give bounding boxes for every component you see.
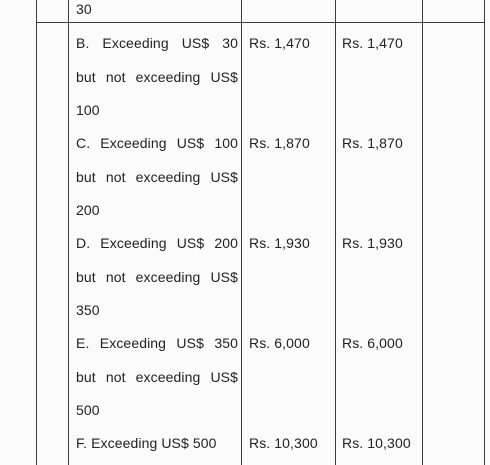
row-c-desc-line-2: but not exceeding US$ (76, 168, 238, 185)
table-border-left-outer (36, 0, 37, 465)
row-c-description (76, 127, 238, 228)
row-b-fee-b: Rs. 1,470 (342, 35, 403, 51)
row-b-desc-line-2: but not exceeding US$ (76, 68, 238, 85)
row-f-description (76, 427, 238, 461)
row-e-desc-line-3: 500 (76, 402, 100, 418)
row-d-fee-b: Rs. 1,930 (342, 235, 403, 251)
row-e-desc-line-2: but not exceeding US$ (76, 368, 238, 385)
row-b-desc-line-1: B. Exceeding US$ 30 (76, 35, 238, 51)
row-c-fee-b: Rs. 1,870 (342, 135, 403, 151)
column-divider-desc (241, 0, 242, 465)
row-f-desc-line-1: F. Exceeding US$ 500 (76, 435, 217, 451)
row-e-fee-b: Rs. 6,000 (342, 335, 403, 351)
column-divider-right (422, 0, 423, 465)
table-border-left-inner (68, 0, 69, 465)
row-c-fee-a: Rs. 1,870 (249, 135, 310, 151)
column-divider-fee (335, 0, 336, 465)
row-b-fee-a: Rs. 1,470 (249, 35, 310, 51)
row-b-description (76, 27, 238, 128)
row-0-description (76, 0, 238, 27)
row-f-fee-a: Rs. 10,300 (249, 435, 318, 451)
row-0-desc-line-1: 30 (76, 1, 92, 17)
row-e-description (76, 327, 238, 428)
row-d-desc-line-3: 350 (76, 302, 100, 318)
row-c-desc-line-1: C. Exceeding US$ 100 (76, 135, 238, 151)
row-d-fee-a: Rs. 1,930 (249, 235, 310, 251)
row-f-fee-b: Rs. 10,300 (342, 435, 411, 451)
row-e-fee-a: Rs. 6,000 (249, 335, 310, 351)
row-e-desc-line-1: E. Exceeding US$ 350 (76, 335, 238, 351)
row-d-desc-line-2: but not exceeding US$ (76, 268, 238, 285)
row-b-desc-line-3: 100 (76, 102, 100, 118)
row-d-desc-line-1: D. Exceeding US$ 200 (76, 235, 238, 251)
table-border-right (484, 0, 485, 465)
row-d-description (76, 227, 238, 328)
row-c-desc-line-3: 200 (76, 202, 100, 218)
